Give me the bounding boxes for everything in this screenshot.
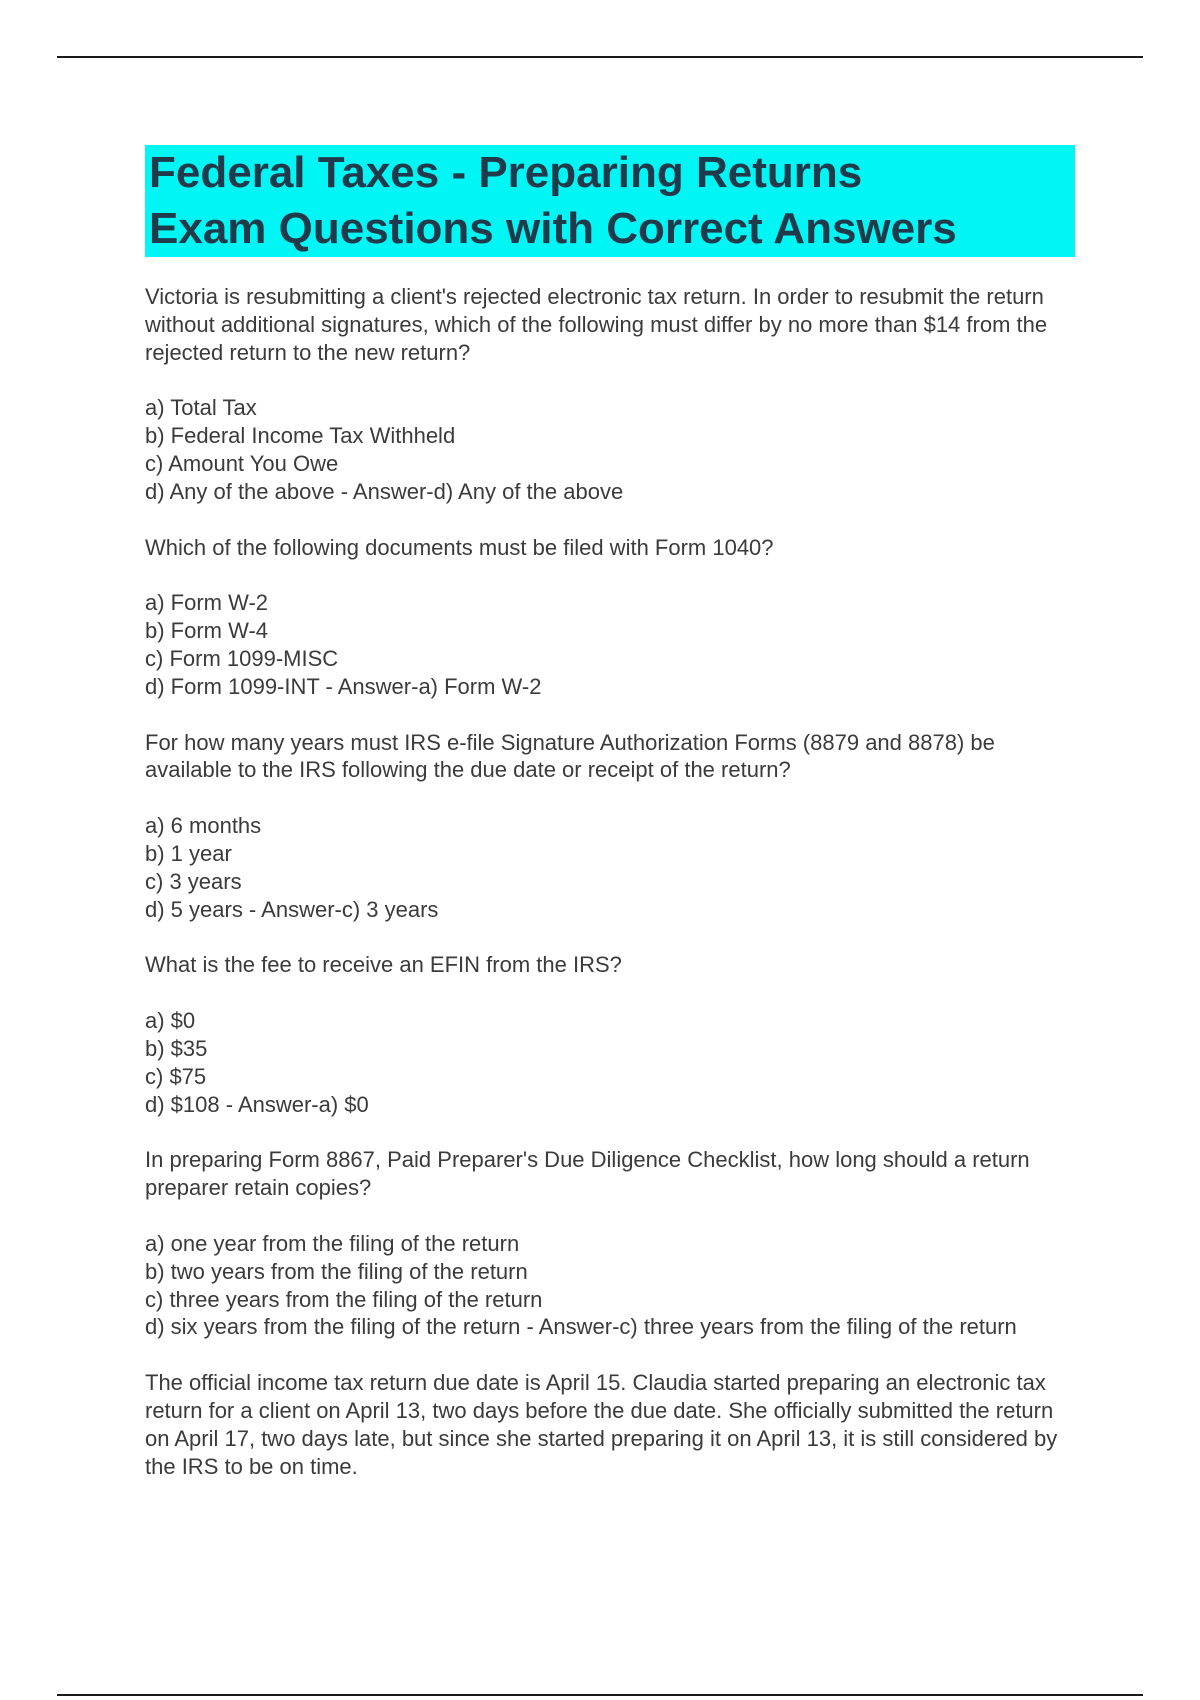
- option-item: b) $35: [145, 1035, 208, 1061]
- answer-options: [145, 812, 1075, 923]
- option-item: b) two years from the filing of the return: [145, 1258, 528, 1284]
- bottom-rule: [57, 1694, 1143, 1696]
- answer-options: [145, 394, 1075, 505]
- option-item-with-answer: d) Any of the above - Answer-d) Any of the above: [145, 478, 624, 504]
- title-line-2: Exam Questions with Correct Answers: [149, 204, 957, 253]
- question-text: Which of the following documents must be filed with Form 1040?: [145, 534, 774, 560]
- question-text: In preparing Form 8867, Paid Preparer's Due Diligence Checklist, how long should a return preparer retain copies?: [145, 1147, 1030, 1201]
- option-item-with-answer: d) six years from the filing of the return - Answer-c) three years from the filing of the return: [145, 1314, 1017, 1340]
- document-title: [145, 145, 1075, 257]
- option-item-with-answer: d) 5 years - Answer-c) 3 years: [145, 896, 439, 922]
- title-line-1: Federal Taxes - Preparing Returns: [149, 148, 863, 197]
- option-item: a) 6 months: [145, 813, 262, 839]
- option-item: b) Federal Income Tax Withheld: [145, 423, 456, 449]
- option-item: b) Form W-4: [145, 618, 269, 644]
- option-item: c) Amount You Owe: [145, 450, 339, 476]
- question-text: For how many years must IRS e-file Signature Authorization Forms (8879 and 8878) be available to the IRS following the due date or receipt of the return?: [145, 729, 995, 783]
- answer-options: [145, 1007, 1075, 1118]
- option-item-with-answer: d) $108 - Answer-a) $0: [145, 1091, 369, 1117]
- document-body: [145, 145, 1075, 1508]
- answer-options: [145, 1230, 1075, 1341]
- option-item: a) Form W-2: [145, 590, 269, 616]
- option-item: a) one year from the filing of the return: [145, 1230, 520, 1256]
- question-text: What is the fee to receive an EFIN from the IRS?: [145, 952, 622, 978]
- answer-options: [145, 589, 1075, 700]
- option-item: c) Form 1099-MISC: [145, 645, 339, 671]
- option-item-with-answer: d) Form 1099-INT - Answer-a) Form W-2: [145, 673, 542, 699]
- option-item: b) 1 year: [145, 840, 232, 866]
- option-item: c) 3 years: [145, 868, 242, 894]
- top-rule: [57, 56, 1143, 58]
- option-item: a) Total Tax: [145, 395, 257, 421]
- option-item: a) $0: [145, 1008, 196, 1034]
- option-item: c) three years from the filing of the return: [145, 1286, 543, 1312]
- option-item: c) $75: [145, 1063, 207, 1089]
- question-text: Victoria is resubmitting a client's rejected electronic tax return. In order to resubmit the return without additional signatures, which of the following must differ by no more than $14 from the rejected return to the new return?: [145, 284, 1048, 365]
- question-text: The official income tax return due date is April 15. Claudia started preparing an electronic tax return for a client on April 13, two days before the due date. She officially submitted the return on April 17, two days late, but since she started preparing it on April 13, it is still considered by the IRS to be on time.: [145, 1370, 1058, 1479]
